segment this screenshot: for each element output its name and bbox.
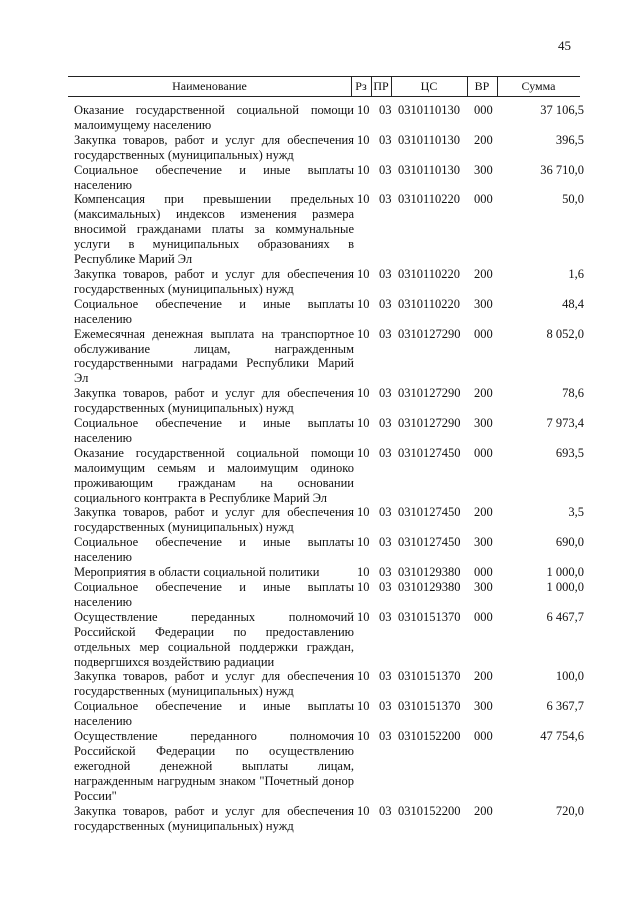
table-row bbox=[74, 297, 584, 327]
row-vr: 200 bbox=[474, 386, 493, 401]
row-pr: 03 bbox=[379, 326, 392, 341]
row-pr: 03 bbox=[379, 505, 392, 520]
row-sum: 1 000,0 bbox=[546, 580, 584, 594]
table-row bbox=[74, 192, 584, 267]
row-name: Закупка товаров, работ и услуг для обеспечения государственных (муниципальных) нужд bbox=[74, 132, 354, 162]
row-name: Социальное обеспечение и иные выплаты населению bbox=[74, 535, 354, 565]
row-rz: 10 bbox=[357, 565, 370, 580]
row-sum: 720,0 bbox=[555, 803, 584, 818]
page-number: 45 bbox=[558, 38, 571, 53]
row-cs: 0310151370 bbox=[398, 669, 461, 684]
header-name: Наименование bbox=[172, 79, 247, 93]
row-vr: 000 bbox=[474, 192, 493, 207]
row-sum: 6 367,7 bbox=[546, 699, 584, 714]
row-name: Ежемесячная денежная выплата на транспортное обслуживание лицам, награжденным государственными наградами Республики Марий Эл bbox=[74, 326, 354, 386]
table-header bbox=[68, 76, 580, 97]
table-row bbox=[74, 386, 584, 416]
row-pr: 03 bbox=[379, 669, 392, 684]
row-vr: 000 bbox=[474, 326, 493, 341]
row-vr: 200 bbox=[474, 132, 493, 147]
row-cs: 0310151370 bbox=[398, 609, 461, 624]
header-rz: Рз bbox=[355, 79, 367, 93]
row-name: Закупка товаров, работ и услуг для обеспечения государственных (муниципальных) нужд bbox=[74, 386, 354, 416]
table-row bbox=[74, 535, 584, 565]
row-name: Мероприятия в области социальной политики bbox=[74, 565, 320, 580]
row-pr: 03 bbox=[379, 565, 392, 580]
row-sum: 50,0 bbox=[562, 192, 584, 207]
row-vr: 300 bbox=[474, 296, 493, 311]
row-vr: 300 bbox=[474, 162, 493, 177]
row-pr: 03 bbox=[379, 266, 392, 281]
row-sum: 690,0 bbox=[555, 535, 584, 550]
header-sum: Сумма bbox=[521, 79, 556, 93]
row-rz: 10 bbox=[357, 103, 370, 117]
row-sum: 7 973,4 bbox=[546, 416, 584, 431]
header-vr: ВР bbox=[474, 79, 490, 93]
row-name: Социальное обеспечение и иные выплаты населению bbox=[74, 580, 354, 609]
row-cs: 0310127290 bbox=[398, 386, 461, 401]
row-vr: 200 bbox=[474, 803, 493, 818]
row-pr: 03 bbox=[379, 103, 392, 117]
row-pr: 03 bbox=[379, 580, 392, 594]
row-name: Оказание государственной социальной помощи малоимущим семьям и малоимущим одиноко проживающим гражданам на основании социального контракта в Республике Марий Эл bbox=[74, 445, 354, 505]
table-row bbox=[74, 669, 584, 699]
row-vr: 200 bbox=[474, 266, 493, 281]
table-row bbox=[74, 446, 584, 506]
row-cs: 0310127450 bbox=[398, 505, 461, 520]
row-rz: 10 bbox=[357, 416, 370, 431]
row-sum: 37 106,5 bbox=[540, 103, 584, 117]
row-cs: 0310129380 bbox=[398, 580, 461, 594]
row-cs: 0310110130 bbox=[398, 132, 461, 147]
row-sum: 48,4 bbox=[562, 296, 584, 311]
row-cs: 0310127290 bbox=[398, 416, 461, 431]
row-cs: 0310129380 bbox=[398, 565, 461, 580]
row-name: Социальное обеспечение и иные выплаты населению bbox=[74, 699, 354, 729]
row-cs: 0310152200 bbox=[398, 803, 461, 818]
table-row bbox=[74, 163, 584, 193]
row-cs: 0310127450 bbox=[398, 445, 461, 460]
row-cs: 0310152200 bbox=[398, 729, 461, 744]
table-row bbox=[74, 133, 584, 163]
row-sum: 47 754,6 bbox=[540, 729, 584, 744]
row-pr: 03 bbox=[379, 699, 392, 714]
row-vr: 000 bbox=[474, 565, 493, 580]
row-rz: 10 bbox=[357, 729, 370, 744]
row-name: Социальное обеспечение и иные выплаты населению bbox=[74, 416, 354, 445]
row-rz: 10 bbox=[357, 609, 370, 624]
row-vr: 000 bbox=[474, 729, 493, 744]
row-rz: 10 bbox=[357, 535, 370, 550]
row-rz: 10 bbox=[357, 505, 370, 520]
row-vr: 300 bbox=[474, 699, 493, 714]
row-vr: 300 bbox=[474, 580, 493, 594]
row-sum: 100,0 bbox=[555, 669, 584, 684]
row-sum: 1 000,0 bbox=[546, 565, 584, 580]
row-sum: 3,5 bbox=[568, 505, 584, 520]
table-row bbox=[74, 729, 584, 804]
row-sum: 36 710,0 bbox=[540, 162, 584, 177]
row-rz: 10 bbox=[357, 445, 370, 460]
row-name: Закупка товаров, работ и услуг для обеспечения государственных (муниципальных) нужд bbox=[74, 266, 354, 296]
row-name: Закупка товаров, работ и услуг для обеспечения государственных (муниципальных) нужд bbox=[74, 803, 354, 833]
row-vr: 000 bbox=[474, 445, 493, 460]
row-name: Осуществление переданного полномочия Российской Федерации по осуществлению ежегодной денежной выплаты лицам, награжденным нагрудным знаком "Почетный донор России" bbox=[74, 729, 354, 803]
row-sum: 8 052,0 bbox=[546, 326, 584, 341]
row-sum: 78,6 bbox=[562, 386, 584, 401]
row-name: Оказание государственной социальной помощи малоимущему населению bbox=[74, 103, 354, 132]
row-name: Социальное обеспечение и иные выплаты населению bbox=[74, 162, 354, 192]
row-rz: 10 bbox=[357, 326, 370, 341]
row-pr: 03 bbox=[379, 535, 392, 550]
row-pr: 03 bbox=[379, 416, 392, 431]
row-cs: 0310110130 bbox=[398, 162, 461, 177]
row-rz: 10 bbox=[357, 669, 370, 684]
row-sum: 6 467,7 bbox=[546, 609, 584, 624]
table-row bbox=[74, 580, 584, 610]
row-vr: 200 bbox=[474, 505, 493, 520]
header-cs: ЦС bbox=[420, 79, 438, 93]
row-pr: 03 bbox=[379, 132, 392, 147]
table-row bbox=[74, 699, 584, 729]
row-vr: 000 bbox=[474, 609, 493, 624]
row-vr: 300 bbox=[474, 416, 493, 431]
row-pr: 03 bbox=[379, 445, 392, 460]
row-rz: 10 bbox=[357, 162, 370, 177]
row-vr: 200 bbox=[474, 669, 493, 684]
row-pr: 03 bbox=[379, 386, 392, 401]
row-sum: 1,6 bbox=[568, 266, 584, 281]
row-sum: 693,5 bbox=[555, 445, 584, 460]
row-rz: 10 bbox=[357, 803, 370, 818]
row-pr: 03 bbox=[379, 192, 392, 207]
table-row bbox=[74, 267, 584, 297]
row-rz: 10 bbox=[357, 296, 370, 311]
row-cs: 0310110220 bbox=[398, 192, 461, 207]
row-cs: 0310127290 bbox=[398, 326, 461, 341]
table-row bbox=[74, 103, 584, 133]
row-vr: 000 bbox=[474, 103, 493, 117]
row-name: Социальное обеспечение и иные выплаты населению bbox=[74, 296, 354, 326]
row-pr: 03 bbox=[379, 803, 392, 818]
row-rz: 10 bbox=[357, 132, 370, 147]
row-pr: 03 bbox=[379, 296, 392, 311]
row-name: Закупка товаров, работ и услуг для обеспечения государственных (муниципальных) нужд bbox=[74, 505, 354, 535]
row-cs: 0310110220 bbox=[398, 266, 461, 281]
table-row bbox=[74, 565, 584, 580]
row-name: Закупка товаров, работ и услуг для обеспечения государственных (муниципальных) нужд bbox=[74, 669, 354, 699]
row-pr: 03 bbox=[379, 609, 392, 624]
row-rz: 10 bbox=[357, 580, 370, 594]
table-row bbox=[74, 416, 584, 446]
row-rz: 10 bbox=[357, 266, 370, 281]
row-cs: 0310110220 bbox=[398, 296, 461, 311]
row-pr: 03 bbox=[379, 162, 392, 177]
row-cs: 0310110130 bbox=[398, 103, 461, 117]
header-pr: ПР bbox=[373, 79, 389, 93]
table-row bbox=[74, 804, 584, 834]
table-row bbox=[74, 610, 584, 670]
row-cs: 0310151370 bbox=[398, 699, 461, 714]
row-rz: 10 bbox=[357, 192, 370, 207]
table-body bbox=[74, 103, 584, 833]
row-rz: 10 bbox=[357, 386, 370, 401]
row-pr: 03 bbox=[379, 729, 392, 744]
table-row bbox=[74, 327, 584, 387]
row-rz: 10 bbox=[357, 699, 370, 714]
table-row bbox=[74, 505, 584, 535]
row-sum: 396,5 bbox=[555, 132, 584, 147]
row-cs: 0310127450 bbox=[398, 535, 461, 550]
row-vr: 300 bbox=[474, 535, 493, 550]
row-name: Компенсация при превышении предельных (максимальных) индексов изменения размера вносимой гражданами платы за коммунальные услуги в муниципальных образованиях в Республике Марий Эл bbox=[74, 192, 354, 267]
row-name: Осуществление переданных полномочий Российской Федерации по предоставлению отдельных мер социальной поддержки граждан, подвергшихся воздействию радиации bbox=[74, 609, 354, 669]
